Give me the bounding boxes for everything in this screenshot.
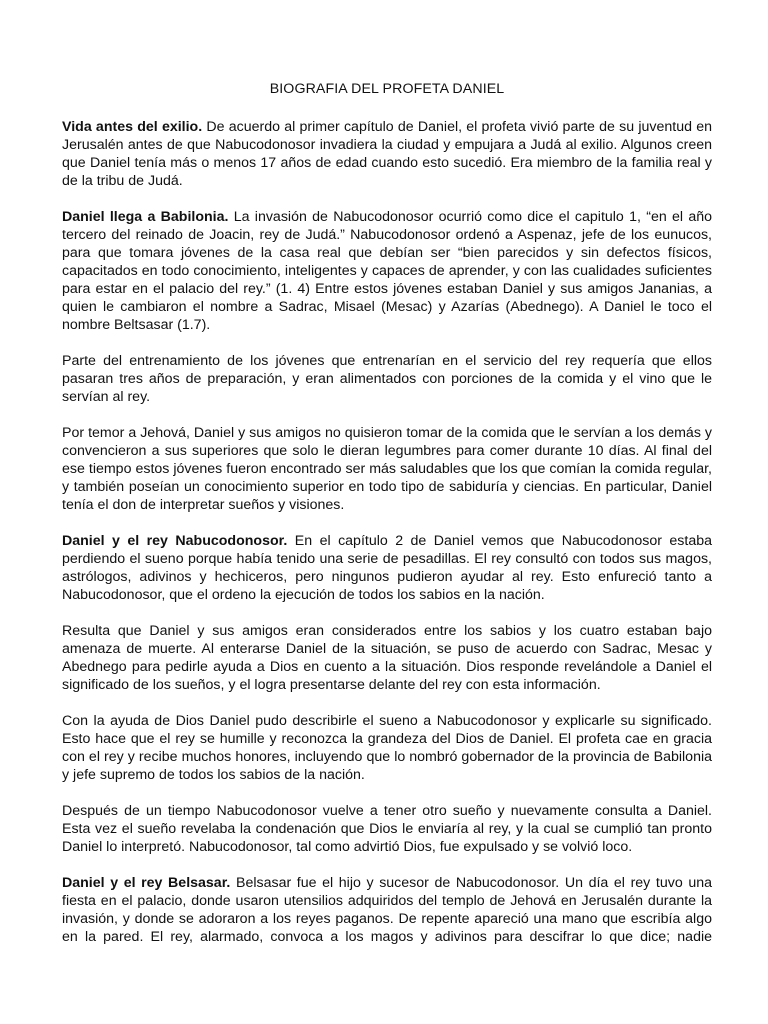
paragraph-text: En el capítulo 2 de Daniel vemos que Nabucodonosor estaba perdiendo el sueno porque había tenido una serie de pesadillas. El rey consultó con todos sus magos, astrólogos, adivinos y hechiceros, pero ningunos pudieron ayudar al rey. Esto enfureció tanto a Nabucodonosor, que el ordeno la ejecución de todos los sabios en la nación. [62, 533, 713, 603]
paragraph-text: Resulta que Daniel y sus amigos eran considerados entre los sabios y los cuatro estaban bajo amenaza de muerte. Al enterarse Daniel de la situación, se puso de acuerdo con Sadrac, Mesac y Abednego para pedirle ayuda a Dios en cuento a la situación. Dios responde revelándole a Daniel el significado de los sueños, y el logra presentarse delante del rey con esta información. [62, 623, 712, 693]
paragraph-con-la-ayuda-de-dios [62, 712, 712, 784]
paragraph-daniel-y-el-rey-nabucodonosor [62, 532, 712, 604]
paragraph-entrenamiento [62, 352, 712, 406]
paragraph-por-temor-a-jehova [62, 424, 712, 514]
paragraph-despues-de-un-tiempo [62, 802, 712, 856]
paragraph-daniel-y-el-rey-belsasar [62, 874, 712, 946]
paragraph-vida-antes-del-exilio [62, 118, 712, 190]
paragraph-text: Con la ayuda de Dios Daniel pudo describirle el sueno a Nabucodonosor y explicarle su significado. Esto hace que el rey se humille y reconozca la grandeza del Dios de Daniel. El profeta cae en gracia con el rey y recibe muchos honores, incluyendo que lo nombró gobernador de la provincia de Babilonia y jefe supremo de todos los sabios de la nación. [62, 713, 712, 783]
paragraph-text: Por temor a Jehová, Daniel y sus amigos no quisieron tomar de la comida que le servían a los demás y convencieron a sus superiores que solo le dieran legumbres para comer durante 10 días. Al final del ese tiempo estos jóvenes fueron encontrado ser más saludables que los que comían la comida regular, y también poseían un conocimiento superior en todo tipo de sabiduría y ciencias. En particular, Daniel tenía el don de interpretar sueños y visiones. [62, 425, 712, 513]
document-title: BIOGRAFIA DEL PROFETA DANIEL [269, 81, 505, 97]
paragraph-resulta-que-daniel [62, 622, 712, 694]
paragraph-heading: Daniel y el rey Nabucodonosor. [62, 533, 288, 549]
paragraph-heading: Daniel llega a Babilonia. [62, 209, 229, 225]
paragraph-daniel-llega-a-babilonia [62, 208, 712, 334]
paragraph-text: De acuerdo al primer capítulo de Daniel, el profeta vivió parte de su juventud en Jerusalén antes de que Nabucodonosor invadiera la ciudad y empujara a Judá al exilio. Algunos creen que Daniel tenía más o menos 17 años de edad cuando esto sucedió. Era miembro de la familia real y de la tribu de Judá. [62, 119, 712, 189]
paragraph-heading: Vida antes del exilio. [62, 119, 203, 135]
paragraph-heading: Daniel y el rey Belsasar. [62, 875, 231, 891]
paragraph-text: Parte del entrenamiento de los jóvenes que entrenarían en el servicio del rey requería que ellos pasaran tres años de preparación, y eran alimentados con porciones de la comida y el vino que le servían al rey. [62, 353, 712, 405]
paragraph-text: La invasión de Nabucodonosor ocurrió como dice el capitulo 1, “en el año tercero del reinado de Joacin, rey de Judá.” Nabucodonosor ordenó a Aspenaz, jefe de los eunucos, para que tomara jóvenes de la casa real que debían ser “bien parecidos y sin defectos físicos, capacitados en todo conocimiento, inteligentes y capaces de aprender, y con las cualidades suficientes para estar en el palacio del rey.” (1. 4) Entre estos jóvenes estaban Daniel y sus amigos Jananias, a quien le cambiaron el nombre a Sadrac, Misael (Mesac) y Azarías (Abednego). A Daniel le toco el nombre Beltsasar (1.7). [62, 209, 713, 333]
paragraph-text: Después de un tiempo Nabucodonosor vuelve a tener otro sueño y nuevamente consulta a Daniel. Esta vez el sueño revelaba la condenación que Dios le enviaría al rey, y la cual se cumplió tan pronto Daniel lo interpretó. Nabucodonosor, tal como advirtió Dios, fue expulsado y se volvió loco. [62, 803, 712, 855]
paragraph-text: Belsasar fue el hijo y sucesor de Nabucodonosor. Un día el rey tuvo una fiesta en el palacio, donde usaron utensilios adquiridos del templo de Jehová en Jerusalén durante la invasión, y donde se adoraron a los reyes paganos. De repente apareció una mano que escribía algo en la pared. El rey, alarmado, convoca a los magos y adivinos para descifrar lo que dice; nadie [62, 875, 712, 945]
